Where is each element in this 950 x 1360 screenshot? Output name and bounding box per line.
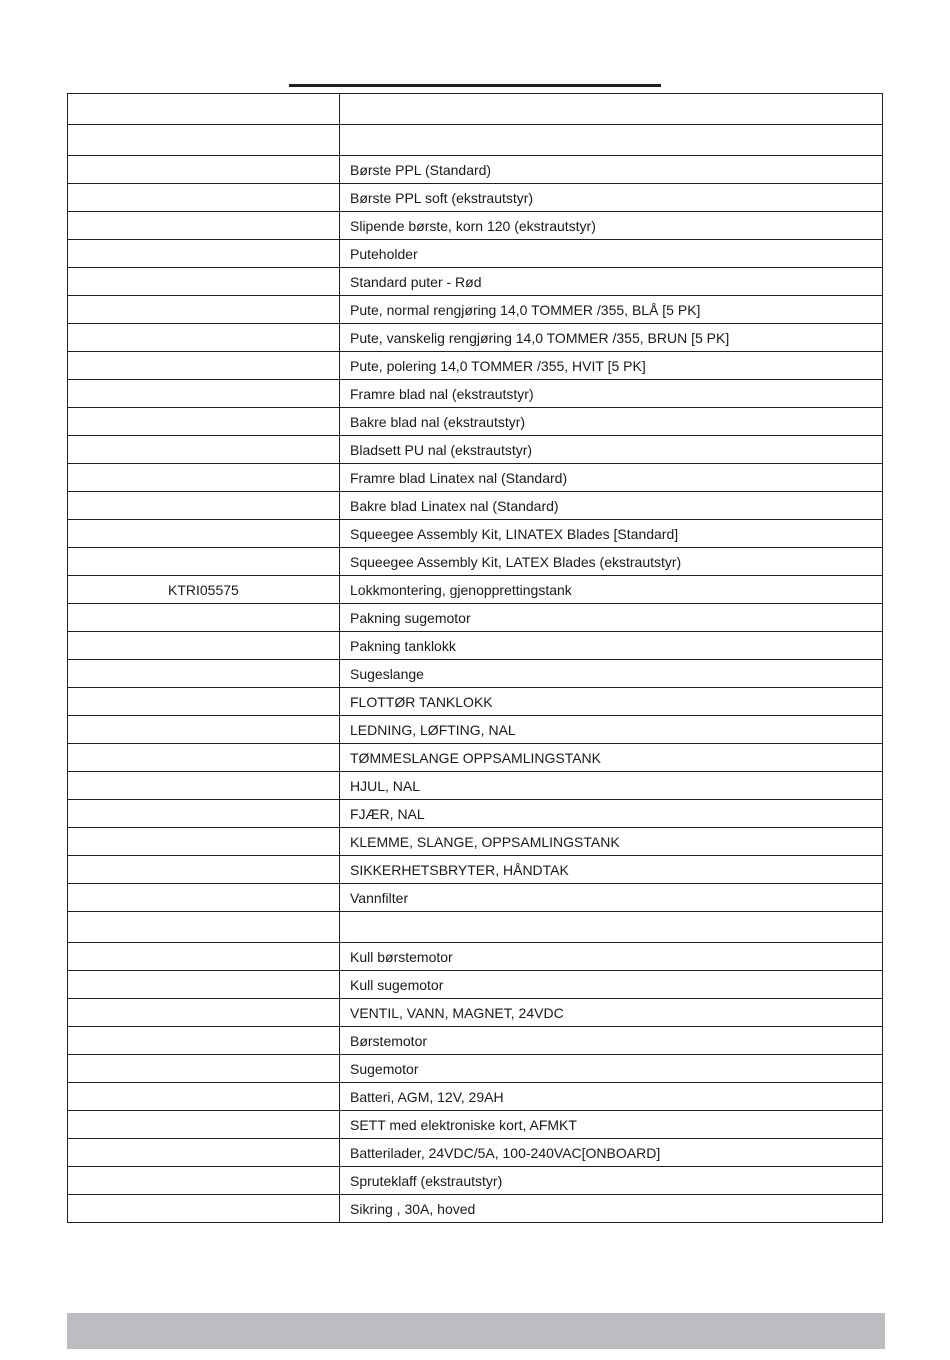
table-row — [68, 125, 883, 156]
table-row — [68, 943, 883, 971]
table-row — [68, 1027, 883, 1055]
part-description-cell: Bakre blad Linatex nal (Standard) — [340, 492, 883, 520]
table-row — [68, 492, 883, 520]
table-row — [68, 268, 883, 296]
part-description-cell: Børste PPL (Standard) — [340, 156, 883, 184]
part-description-cell: Sugeslange — [340, 660, 883, 688]
table-row — [68, 744, 883, 772]
part-description-cell: VENTIL, VANN, MAGNET, 24VDC — [340, 999, 883, 1027]
part-number-cell — [68, 212, 340, 240]
table-row — [68, 856, 883, 884]
table-row — [68, 800, 883, 828]
part-description-cell: SETT med elektroniske kort, AFMKT — [340, 1111, 883, 1139]
table-row — [68, 1139, 883, 1167]
part-description-cell: Sugemotor — [340, 1055, 883, 1083]
part-number-cell — [68, 716, 340, 744]
part-description-cell: LEDNING, LØFTING, NAL — [340, 716, 883, 744]
part-number-cell — [68, 324, 340, 352]
part-number-cell — [68, 1139, 340, 1167]
part-description-cell: KLEMME, SLANGE, OPPSAMLINGSTANK — [340, 828, 883, 856]
part-number-cell — [68, 520, 340, 548]
part-description-cell: Vannfilter — [340, 884, 883, 912]
table-row — [68, 296, 883, 324]
part-number-cell — [68, 632, 340, 660]
table-row — [68, 828, 883, 856]
part-number-cell — [68, 380, 340, 408]
part-number-cell — [68, 296, 340, 324]
table-row — [68, 604, 883, 632]
part-number-cell: KTRI05575 — [68, 576, 340, 604]
part-number-cell — [68, 492, 340, 520]
table-row — [68, 380, 883, 408]
part-number-cell — [68, 184, 340, 212]
part-number-cell — [68, 744, 340, 772]
part-number-cell — [68, 1195, 340, 1223]
part-description-cell: FJÆR, NAL — [340, 800, 883, 828]
part-number-cell — [68, 1111, 340, 1139]
part-number-cell — [68, 943, 340, 971]
footer-bar — [67, 1313, 885, 1349]
part-description-cell: Spruteklaff (ekstrautstyr) — [340, 1167, 883, 1195]
part-number-cell — [68, 688, 340, 716]
table-row — [68, 971, 883, 999]
part-description-cell — [340, 94, 883, 125]
title-underline — [289, 84, 661, 87]
part-number-cell — [68, 800, 340, 828]
part-description-cell: Børstemotor — [340, 1027, 883, 1055]
part-description-cell: FLOTTØR TANKLOKK — [340, 688, 883, 716]
part-number-cell — [68, 660, 340, 688]
table-row — [68, 352, 883, 380]
part-description-cell: Pute, polering 14,0 TOMMER /355, HVIT [5 PK] — [340, 352, 883, 380]
table-row — [68, 324, 883, 352]
part-description-cell: Squeegee Assembly Kit, LATEX Blades (ekstrautstyr) — [340, 548, 883, 576]
table-row — [68, 716, 883, 744]
part-description-cell: Framre blad nal (ekstrautstyr) — [340, 380, 883, 408]
part-description-cell: Kull børstemotor — [340, 943, 883, 971]
part-number-cell — [68, 240, 340, 268]
part-number-cell — [68, 352, 340, 380]
part-description-cell: Bladsett PU nal (ekstrautstyr) — [340, 436, 883, 464]
part-number-cell — [68, 971, 340, 999]
parts-table-body — [68, 94, 883, 1223]
part-description-cell: Standard puter - Rød — [340, 268, 883, 296]
table-row — [68, 94, 883, 125]
table-row — [68, 576, 883, 604]
table-row — [68, 660, 883, 688]
part-number-cell — [68, 268, 340, 296]
part-number-cell — [68, 408, 340, 436]
table-row — [68, 1055, 883, 1083]
part-number-cell — [68, 125, 340, 156]
table-row — [68, 520, 883, 548]
part-description-cell: Pakning sugemotor — [340, 604, 883, 632]
table-row — [68, 408, 883, 436]
table-row — [68, 884, 883, 912]
table-row — [68, 772, 883, 800]
part-description-cell: Børste PPL soft (ekstrautstyr) — [340, 184, 883, 212]
parts-table — [67, 93, 883, 1223]
part-description-cell: Kull sugemotor — [340, 971, 883, 999]
table-row — [68, 1167, 883, 1195]
part-description-cell: Sikring , 30A, hoved — [340, 1195, 883, 1223]
table-row — [68, 1195, 883, 1223]
part-number-cell — [68, 856, 340, 884]
part-description-cell: Puteholder — [340, 240, 883, 268]
part-description-cell: Batteri, AGM, 12V, 29AH — [340, 1083, 883, 1111]
part-description-cell: Batterilader, 24VDC/5A, 100-240VAC[ONBOARD] — [340, 1139, 883, 1167]
part-description-cell: Framre blad Linatex nal (Standard) — [340, 464, 883, 492]
part-description-cell: Lokkmontering, gjenopprettingstank — [340, 576, 883, 604]
part-number-cell — [68, 1083, 340, 1111]
part-number-cell — [68, 884, 340, 912]
table-row — [68, 464, 883, 492]
part-number-cell — [68, 1027, 340, 1055]
part-number-cell — [68, 156, 340, 184]
part-number-cell — [68, 604, 340, 632]
table-row — [68, 156, 883, 184]
part-description-cell — [340, 125, 883, 156]
table-row — [68, 688, 883, 716]
part-number-cell — [68, 912, 340, 943]
part-description-cell: Slipende børste, korn 120 (ekstrautstyr) — [340, 212, 883, 240]
table-row — [68, 1111, 883, 1139]
part-number-cell — [68, 999, 340, 1027]
part-description-cell — [340, 912, 883, 943]
part-number-cell — [68, 1167, 340, 1195]
part-number-cell — [68, 464, 340, 492]
table-row — [68, 999, 883, 1027]
table-row — [68, 436, 883, 464]
part-number-cell — [68, 436, 340, 464]
part-number-cell — [68, 94, 340, 125]
part-description-cell: Pute, normal rengjøring 14,0 TOMMER /355, BLÅ [5 PK] — [340, 296, 883, 324]
part-description-cell: Pakning tanklokk — [340, 632, 883, 660]
part-description-cell: SIKKERHETSBRYTER, HÅNDTAK — [340, 856, 883, 884]
table-row — [68, 212, 883, 240]
table-row — [68, 548, 883, 576]
table-row — [68, 240, 883, 268]
table-row — [68, 184, 883, 212]
part-description-cell: Squeegee Assembly Kit, LINATEX Blades [Standard] — [340, 520, 883, 548]
table-row — [68, 1083, 883, 1111]
part-description-cell: HJUL, NAL — [340, 772, 883, 800]
part-number-cell — [68, 828, 340, 856]
part-number-cell — [68, 1055, 340, 1083]
part-number-cell — [68, 772, 340, 800]
part-description-cell: Pute, vanskelig rengjøring 14,0 TOMMER /355, BRUN [5 PK] — [340, 324, 883, 352]
table-row — [68, 912, 883, 943]
part-description-cell: TØMMESLANGE OPPSAMLINGSTANK — [340, 744, 883, 772]
part-description-cell: Bakre blad nal (ekstrautstyr) — [340, 408, 883, 436]
table-row — [68, 632, 883, 660]
part-number-cell — [68, 548, 340, 576]
